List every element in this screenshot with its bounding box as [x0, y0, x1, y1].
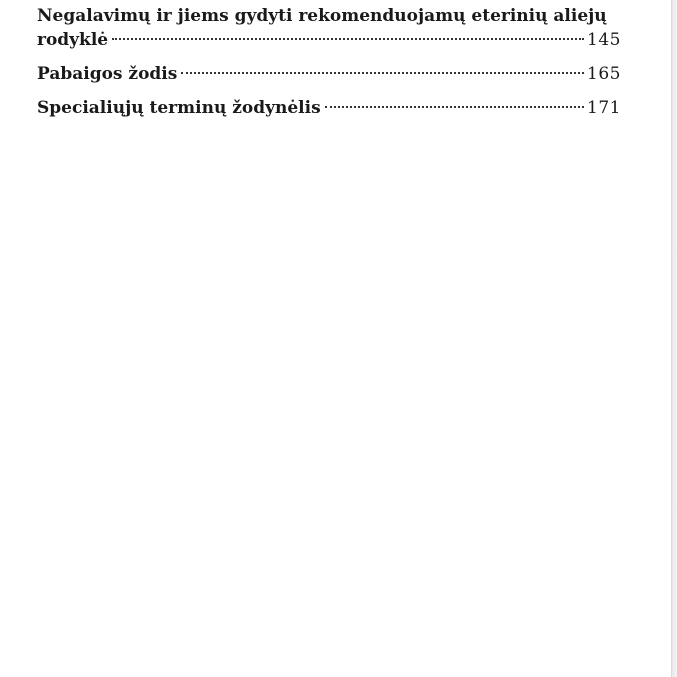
toc-page-number: 145 [587, 30, 621, 50]
toc-entry-glossary[interactable] [37, 96, 621, 120]
toc-entry-line [37, 28, 621, 52]
table-of-contents [37, 4, 621, 130]
toc-page-number: 171 [587, 98, 621, 118]
page-edge [671, 0, 677, 677]
toc-entry-line [37, 62, 621, 86]
toc-entry-title: Specialiųjų terminų žodynėlis [37, 98, 321, 118]
toc-entry-title-line1: Negalavimų ir jiems gydyti rekomenduojamų eterinių aliejų [37, 6, 607, 26]
dot-leader [181, 72, 584, 74]
toc-entry-title: Pabaigos žodis [37, 64, 178, 84]
toc-entry-afterword[interactable] [37, 62, 621, 86]
toc-entry-line [37, 96, 621, 120]
toc-entry-ailments-index[interactable] [37, 4, 621, 52]
dot-leader [325, 106, 584, 108]
toc-page-number: 165 [587, 64, 621, 84]
dot-leader [112, 38, 584, 40]
toc-entry-title-line2: rodyklė [37, 30, 109, 50]
